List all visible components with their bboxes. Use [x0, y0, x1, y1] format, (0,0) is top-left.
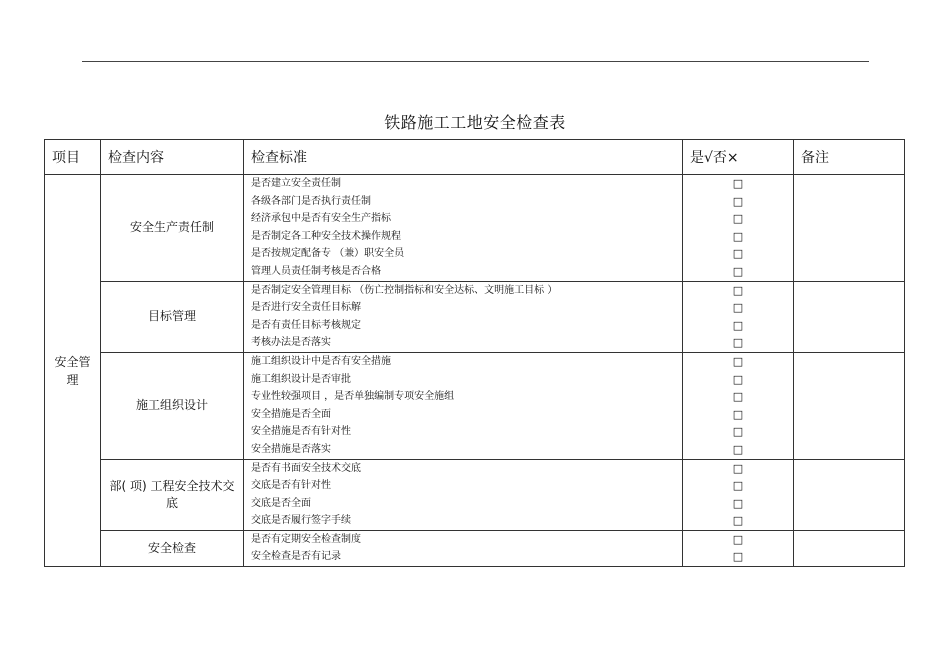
content-cell: 施工组织设计: [101, 352, 244, 459]
remark-cell[interactable]: [794, 281, 905, 352]
table-row: [45, 281, 905, 352]
standard-item: 是否按规定配备专 （兼）职安全员: [251, 248, 405, 260]
remark-cell[interactable]: [794, 459, 905, 530]
checkbox-icon[interactable]: □: [732, 283, 744, 297]
standard-item: 考核办法是否落实: [251, 337, 331, 349]
standard-cell: [244, 175, 683, 282]
content-cell: 部( 项) 工程安全技术交底: [101, 459, 244, 530]
top-rule: [82, 61, 869, 62]
checkbox-icon[interactable]: □: [732, 212, 744, 226]
checkbox-icon[interactable]: □: [732, 264, 744, 278]
header-remark: 备注: [794, 140, 905, 175]
standard-item: 交底是否全面: [251, 497, 311, 509]
inspection-table: [44, 139, 905, 567]
checkbox-icon[interactable]: □: [732, 496, 744, 510]
standard-item: 专业性较强项目 ，是否单独编制专项安全施组: [251, 391, 455, 403]
checkbox-icon[interactable]: □: [732, 442, 744, 456]
standard-cell: [244, 530, 683, 566]
standard-item: 是否有书面安全技术交底: [251, 462, 361, 474]
checkbox-icon[interactable]: □: [732, 318, 744, 332]
checkbox-icon[interactable]: □: [732, 372, 744, 386]
content-cell: 安全检查: [101, 530, 244, 566]
checkbox-icon[interactable]: □: [732, 514, 744, 528]
page-title: 铁路施工工地安全检查表: [384, 113, 566, 132]
standard-item: 安全检查是否有记录: [251, 551, 341, 563]
standard-cell: [244, 352, 683, 459]
checkbox-icon[interactable]: □: [732, 194, 744, 208]
checkbox-icon[interactable]: □: [732, 301, 744, 315]
header-content: 检查内容: [101, 140, 244, 175]
header-row: [45, 140, 905, 175]
checkbox-icon[interactable]: □: [732, 407, 744, 421]
checkbox-icon[interactable]: □: [732, 229, 744, 243]
header-check: 是√否×: [683, 140, 794, 175]
project-cell: 安全管理: [45, 175, 101, 567]
checkbox-icon[interactable]: □: [732, 461, 744, 475]
table-row: [45, 352, 905, 459]
table-row: [45, 459, 905, 530]
standard-item: 是否有定期安全检查制度: [251, 533, 361, 545]
checkbox-icon[interactable]: □: [732, 550, 744, 564]
check-cell: [683, 175, 794, 282]
standard-item: 各级各部门是否执行责任制: [251, 195, 371, 207]
header-project: 项目: [45, 140, 101, 175]
standard-item: 施工组织设计是否审批: [251, 373, 351, 385]
standard-item: 是否建立安全责任制: [251, 178, 341, 189]
header-standard: 检查标准: [244, 140, 683, 175]
checkbox-icon[interactable]: □: [732, 336, 744, 350]
standard-item: 交底是否有针对性: [251, 480, 331, 492]
standard-item: 是否进行安全责任目标解: [251, 302, 361, 314]
standard-item: 是否有责任目标考核规定: [251, 319, 361, 331]
standard-item: 是否制定安全管理目标 （伤亡控制指标和安全达标、文明施工目标 ）: [251, 284, 558, 296]
checkbox-icon[interactable]: □: [732, 479, 744, 493]
standard-item: 是否制定各工种安全技术操作规程: [251, 230, 401, 242]
remark-cell[interactable]: [794, 352, 905, 459]
table-row: [45, 530, 905, 566]
check-cell: [683, 281, 794, 352]
checkbox-icon[interactable]: □: [732, 390, 744, 404]
standard-item: 经济承包中是否有安全生产指标: [251, 213, 391, 225]
standard-item: 施工组织设计中是否有安全措施: [251, 355, 391, 367]
standard-item: 交底是否履行签字手续: [251, 515, 351, 527]
table-body: [45, 175, 905, 567]
checkbox-icon[interactable]: □: [732, 247, 744, 261]
table-row: [45, 175, 905, 282]
check-cell: [683, 530, 794, 566]
content-cell: 安全生产责任制: [101, 175, 244, 282]
standard-cell: [244, 459, 683, 530]
checkbox-icon[interactable]: □: [732, 177, 744, 190]
remark-cell[interactable]: [794, 530, 905, 566]
standard-item: 安全措施是否全面: [251, 408, 331, 420]
checkbox-icon[interactable]: □: [732, 354, 744, 368]
standard-item: 安全措施是否有针对性: [251, 426, 351, 438]
checkbox-icon[interactable]: □: [732, 532, 744, 546]
remark-cell[interactable]: [794, 175, 905, 282]
standard-item: 安全措施是否落实: [251, 443, 331, 455]
checkbox-icon[interactable]: □: [732, 425, 744, 439]
standard-cell: [244, 281, 683, 352]
check-cell: [683, 459, 794, 530]
content-cell: 目标管理: [101, 281, 244, 352]
standard-item: 管理人员责任制考核是否合格: [251, 265, 381, 277]
check-cell: [683, 352, 794, 459]
